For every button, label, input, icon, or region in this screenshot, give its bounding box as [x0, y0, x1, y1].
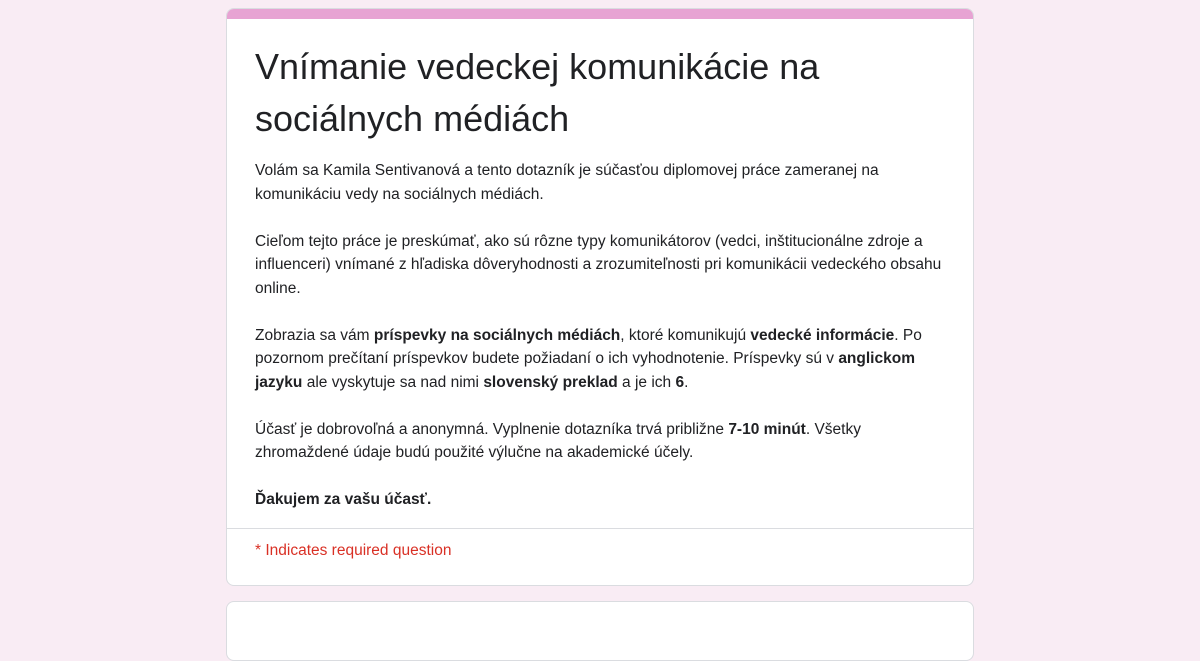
description-paragraph-intro: Volám sa Kamila Sentivanová a tento dotazník je súčasťou diplomovej práce zameranej na komunikáciu vedy na sociálnych médiách.	[255, 162, 879, 203]
instructions-text-2: , ktoré komunikujú	[620, 326, 751, 344]
form-description	[255, 159, 945, 512]
description-paragraph-participation	[255, 418, 945, 465]
instructions-text-4: ale vyskytuje sa nad nimi	[302, 373, 484, 391]
description-paragraph-instructions	[255, 324, 945, 395]
question-card	[226, 601, 974, 661]
form-header-body	[227, 19, 973, 529]
form-title: Vnímanie vedeckej komunikácie na sociálnych médiách	[255, 46, 820, 139]
instructions-bold-posts: príspevky na sociálnych médiách	[373, 326, 621, 344]
instructions-bold-translation: slovenský preklad	[483, 373, 618, 391]
instructions-text-3: . Po pozornom prečítaní príspevkov budete požiadaní o ich vyhodnotenie. Príspevky sú v	[255, 326, 922, 367]
thanks-bold: Ďakujem za vašu účasť.	[255, 491, 432, 508]
participation-bold-duration: 7-10 minút	[728, 420, 806, 438]
instructions-text-6: .	[684, 373, 689, 391]
participation-text-1: Účasť je dobrovoľná a anonymná. Vyplnenie dotazníka trvá približne	[255, 420, 729, 438]
instructions-bold-count: 6	[675, 373, 685, 391]
accent-bar	[227, 9, 973, 19]
description-paragraph-thanks	[255, 488, 945, 512]
required-question-note: * Indicates required question	[255, 542, 452, 559]
form-header-card	[226, 8, 974, 586]
instructions-text-1: Zobrazia sa vám	[255, 326, 374, 344]
form-column	[226, 8, 974, 586]
participation-text-2: . Všetky zhromaždené údaje budú použité výlučne na akademické účely.	[255, 420, 861, 461]
instructions-bold-english: anglickom jazyku	[255, 350, 915, 391]
instructions-text-5: a je ich	[617, 373, 676, 391]
description-paragraph-goal: Cieľom tejto práce je preskúmať, ako sú rôzne typy komunikátorov (vedci, inštitucionálne zdroje a influenceri) vnímané z hľadiska dôveryhodnosti a zrozumiteľnosti pri komunikácii vedeckého obsahu online.	[255, 232, 942, 297]
instructions-bold-scientific-info: vedecké informácie	[750, 326, 895, 344]
